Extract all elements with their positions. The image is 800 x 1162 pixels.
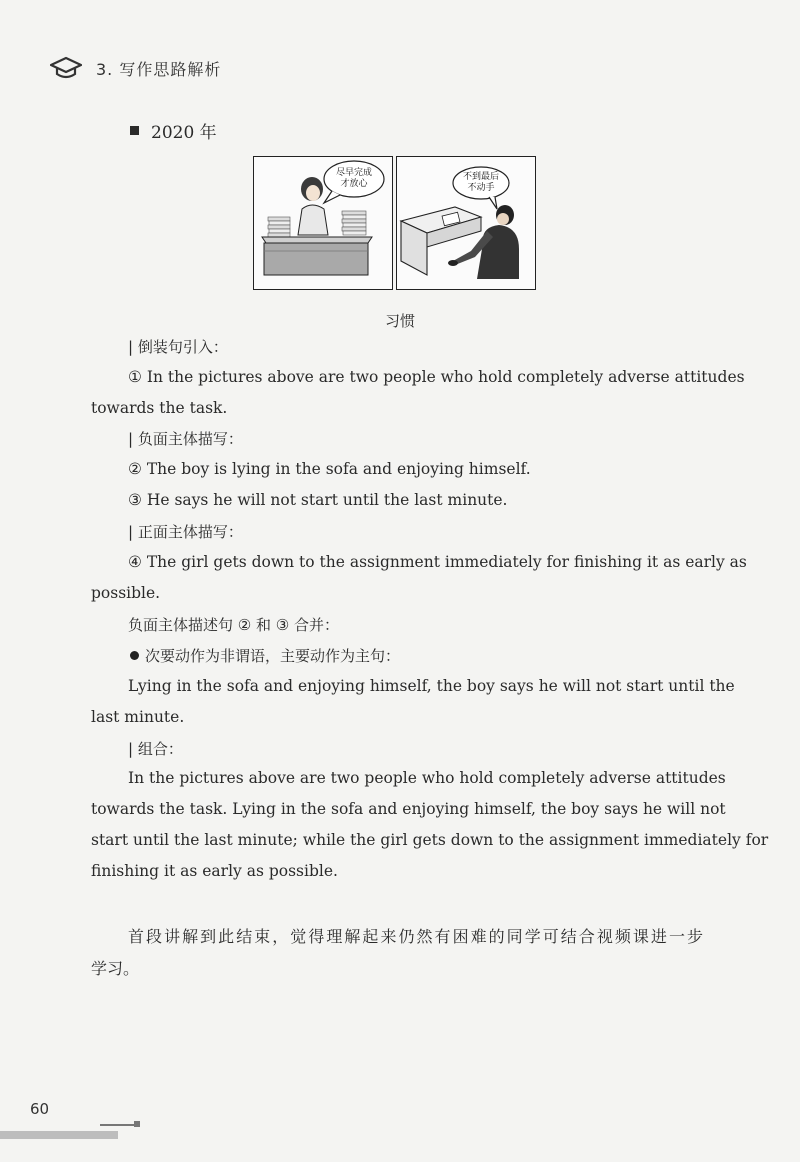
figure-caption: 习惯: [384, 312, 415, 330]
negative-subject-label: | 负面主体描写：: [128, 430, 243, 448]
page-number: 60: [30, 1100, 50, 1118]
closing-note-line-1: 首段讲解到此结束，觉得理解起来仍然有困难的同学可结合视频课进一步: [128, 927, 703, 946]
right-bubble-line: 不动手: [467, 183, 495, 193]
footer-square-icon: [134, 1121, 140, 1127]
square-bullet-icon: [130, 126, 139, 135]
bullet-rule-text: 次要动作为非谓语，主要动作为主句：: [145, 647, 401, 665]
left-bubble-line: 尽早完成: [335, 168, 372, 178]
closing-note-line-2: 学习。: [91, 959, 140, 978]
positive-subject-label: | 正面主体描写：: [128, 523, 243, 541]
merged-sentence-line-2: last minute.: [91, 708, 185, 726]
combined-paragraph-line-1: In the pictures above are two people who hold completely adverse attitudes: [128, 769, 726, 787]
footer-rule: [100, 1124, 136, 1126]
graduation-cap-icon: [50, 56, 82, 80]
right-speech-bubble: [455, 172, 507, 194]
left-bubble-line: 才放心: [340, 179, 368, 189]
merge-note: 负面主体描述句 ② 和 ③ 合并：: [128, 616, 339, 634]
sentence-2: ② The boy is lying in the sofa and enjoying himself.: [128, 460, 531, 478]
section-header: [50, 52, 221, 84]
round-bullet-icon: [130, 651, 139, 660]
sentence-4-line-2: possible.: [91, 584, 161, 602]
combined-paragraph-line-2: towards the task. Lying in the sofa and enjoying himself, the boy says he will not: [91, 800, 726, 818]
sentence-4-line-1: ④ The girl gets down to the assignment immediately for finishing it as early as: [128, 553, 747, 571]
cartoon-panel-boy: [396, 156, 536, 290]
combined-paragraph-line-3: start until the last minute; while the girl gets down to the assignment immediately for: [91, 831, 769, 849]
left-speech-bubble: [328, 168, 380, 190]
inversion-label: | 倒装句引入：: [128, 338, 228, 356]
merged-sentence-line-1: Lying in the sofa and enjoying himself, the boy says he will not start until the: [128, 677, 735, 695]
combine-label: | 组合：: [128, 740, 183, 758]
footer-bar: [0, 1131, 118, 1139]
sentence-3: ③ He says he will not start until the last minute.: [128, 491, 508, 509]
combined-paragraph-line-4: finishing it as early as possible.: [91, 862, 338, 880]
sentence-1-line-2: towards the task.: [91, 399, 228, 417]
sentence-1-line-1: ① In the pictures above are two people who hold completely adverse attitudes: [128, 368, 745, 386]
right-bubble-line: 不到最后: [462, 172, 499, 182]
section-title: 3. 写作思路解析: [96, 59, 222, 79]
cartoon-panel-girl: [253, 156, 393, 290]
bullet-rule: [130, 645, 400, 666]
year-heading: [130, 118, 217, 143]
year-heading-text: 2020 年: [151, 123, 217, 143]
